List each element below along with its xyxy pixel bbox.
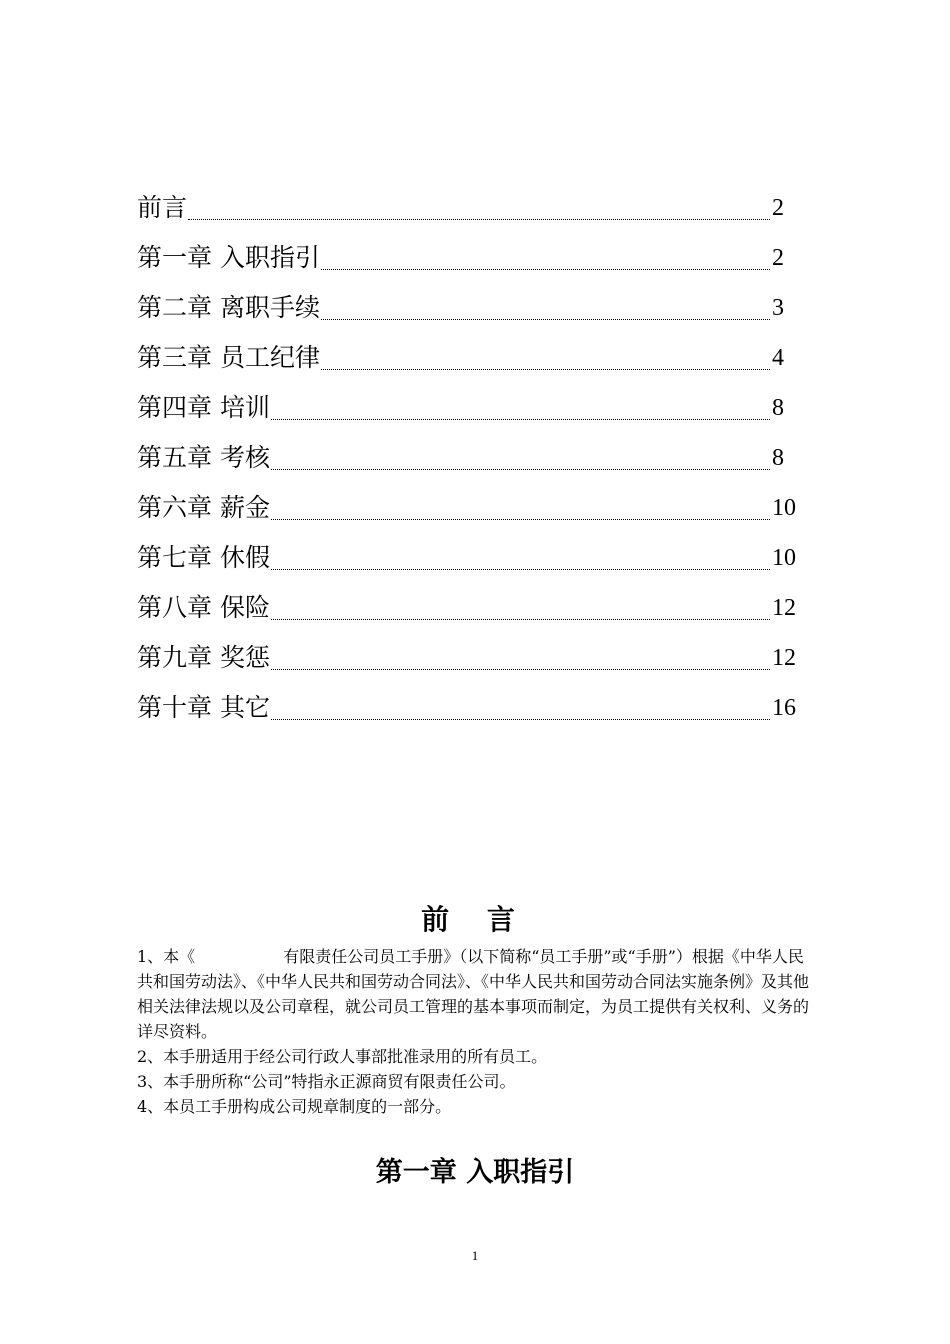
preface-paragraph <box>137 944 817 1044</box>
toc-dot-leader <box>321 368 770 370</box>
toc-entry[interactable] <box>137 478 802 528</box>
toc-dot-leader <box>271 718 770 720</box>
toc-entry[interactable] <box>137 578 802 628</box>
toc-entry-title: 第七章 休假 <box>137 543 270 572</box>
preface-heading: 前 言 <box>421 903 529 936</box>
toc-entry[interactable] <box>137 628 802 678</box>
toc-dot-leader <box>188 218 770 220</box>
preface-paragraph-rest: 有限责任公司员工手册》（以下简称“员工手册”或“手册”）根据《中华人民共和国劳动法》、《中华人民共和国劳动合同法》、《中华人民共和国劳动合同法实施条例》及其他相关法律法规以及公司章程，就公司员工管理的基本事项而制定，为员工提供有关权利、义务的详尽资料。 <box>137 947 810 1041</box>
toc-entry-title: 前言 <box>137 193 188 222</box>
table-of-contents <box>137 178 802 728</box>
toc-dot-leader <box>321 318 770 320</box>
toc-entry-page: 16 <box>772 695 796 721</box>
toc-entry[interactable] <box>137 678 802 728</box>
toc-entry-title: 第四章 培训 <box>137 393 270 422</box>
toc-dot-leader <box>271 418 770 420</box>
chapter-heading: 第一章 入职指引 <box>375 1157 575 1188</box>
toc-entry-title: 第二章 离职手续 <box>137 293 320 322</box>
toc-entry-page: 12 <box>772 645 796 671</box>
toc-entry-page: 8 <box>772 445 784 471</box>
toc-dot-leader <box>271 668 770 670</box>
toc-entry-title: 第五章 考核 <box>137 443 270 472</box>
toc-dot-leader <box>271 568 770 570</box>
toc-entry-page: 12 <box>772 595 796 621</box>
toc-dot-leader <box>321 268 770 270</box>
toc-entry-title: 第一章 入职指引 <box>137 243 320 272</box>
toc-entry-page: 2 <box>772 245 784 271</box>
preface-paragraph: 2、本手册适用于经公司行政人事部批准录用的所有员工。 <box>137 1047 548 1066</box>
preface-body <box>137 944 817 1119</box>
toc-entry-page: 8 <box>772 395 784 421</box>
toc-dot-leader <box>271 468 770 470</box>
preface-paragraph-start: 1、本《 <box>137 947 196 966</box>
toc-entry-title: 第九章 奖惩 <box>137 643 270 672</box>
preface-paragraph: 4、本员工手册构成公司规章制度的一部分。 <box>137 1097 452 1116</box>
page-number: 1 <box>471 1248 479 1263</box>
toc-entry-page: 2 <box>772 195 784 221</box>
toc-entry[interactable] <box>137 278 802 328</box>
toc-entry[interactable] <box>137 178 802 228</box>
toc-entry-page: 3 <box>772 295 784 321</box>
toc-entry-page: 4 <box>772 345 784 371</box>
preface-paragraph: 3、本手册所称“公司”特指永正源商贸有限责任公司。 <box>137 1072 516 1091</box>
toc-dot-leader <box>271 618 770 620</box>
toc-entry-title: 第八章 保险 <box>137 593 270 622</box>
toc-entry[interactable] <box>137 528 802 578</box>
toc-entry-title: 第十章 其它 <box>137 693 270 722</box>
toc-entry[interactable] <box>137 428 802 478</box>
toc-entry-title: 第三章 员工纪律 <box>137 343 320 372</box>
toc-entry-page: 10 <box>772 495 796 521</box>
toc-dot-leader <box>271 518 770 520</box>
toc-entry[interactable] <box>137 328 802 378</box>
toc-entry-page: 10 <box>772 545 796 571</box>
toc-entry-title: 第六章 薪金 <box>137 493 270 522</box>
toc-entry[interactable] <box>137 378 802 428</box>
toc-entry[interactable] <box>137 228 802 278</box>
